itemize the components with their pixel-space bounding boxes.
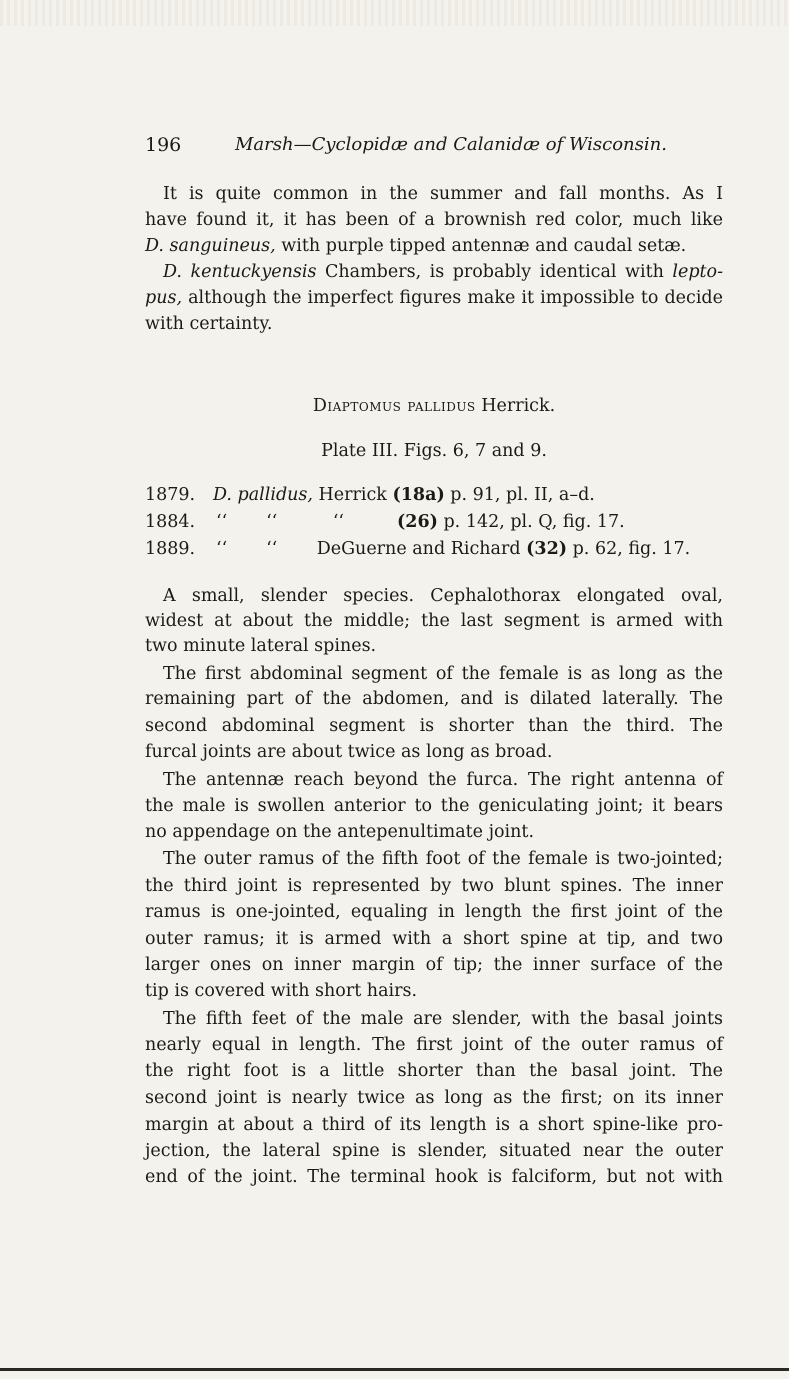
reference-number: (26) (397, 512, 438, 532)
text-line: end of the joint. The terminal hook is falciform, but not with (145, 1167, 723, 1187)
text-line: with certainty. (145, 314, 273, 334)
synonymy-year: 1884. (145, 512, 196, 532)
ditto-marks: ‘‘ ‘‘ ‘‘ (216, 512, 344, 532)
text-span: Chambers, is probably identical with (316, 262, 673, 282)
text-line: the male is swollen anterior to the geniculating joint; it bears (145, 796, 723, 816)
text-line (163, 260, 723, 285)
text-line: have found it, it has been of a brownish red color, much like (145, 210, 723, 230)
ditto-marks: ‘‘ ‘‘ (216, 539, 278, 559)
text-line: second abdominal segment is shorter than the third. The (145, 716, 723, 736)
text-line: two minute lateral spines. (145, 636, 377, 656)
reference-number: (32) (526, 539, 568, 559)
scan-bottom-edge (0, 1368, 789, 1371)
text-line: nearly equal in length. The first joint of the outer ramus of (145, 1035, 723, 1055)
species-name: D. sanguineus, (145, 236, 276, 256)
scan-edge (0, 0, 789, 26)
species-heading (145, 396, 723, 416)
text-span: with purple tipped antennæ and caudal setæ. (275, 236, 687, 256)
synonymy-entry (213, 485, 595, 505)
text-line: the right foot is a little shorter than the basal joint. The (145, 1061, 723, 1081)
text-span: p. 62, fig. 17. (567, 539, 691, 559)
text-line: margin at about a third of its length is a short spine-like pro- (145, 1115, 723, 1135)
running-title: Marsh—Cyclopidæ and Calanidæ of Wisconsin. (235, 134, 667, 155)
text-line: The fifth feet of the male are slender, with the basal joints (163, 1009, 723, 1029)
synonymy-year: 1879. (145, 485, 196, 505)
species-name: D. pallidus, (213, 485, 313, 505)
plate-reference: Plate III. Figs. 6, 7 and 9. (321, 441, 547, 461)
synonymy-entry (397, 512, 625, 532)
text-span: Herrick (312, 485, 393, 505)
text-line: tip is covered with short hairs. (145, 981, 418, 1001)
text-line: The outer ramus of the fifth foot of the female is two-jointed; (163, 849, 723, 869)
text-line: jection, the lateral spine is slender, situated near the outer (145, 1141, 723, 1161)
text-line (145, 286, 723, 311)
text-line: The first abdominal segment of the female is as long as the (163, 664, 723, 684)
page-number: 196 (145, 134, 182, 156)
text-line: second joint is nearly twice as long as the first; on its inner (145, 1088, 723, 1108)
text-line: the third joint is represented by two blunt spines. The inner (145, 876, 723, 896)
species-name: pus, (145, 288, 183, 308)
text-line: ramus is one-jointed, equaling in length the first joint of the (145, 902, 723, 922)
text-line: The antennæ reach beyond the furca. The right antenna of (163, 770, 723, 790)
synonymy-year: 1889. (145, 539, 196, 559)
text-span: p. 91, pl. II, a–d. (444, 485, 595, 505)
species-name: lepto- (672, 262, 723, 282)
species-name: D. kentuckyensis (163, 262, 317, 282)
species-title: Diaptomus pallidus (312, 396, 476, 416)
text-line: outer ramus; it is armed with a short spine at tip, and two (145, 929, 723, 949)
text-line: no appendage on the antepenultimate joint. (145, 822, 535, 842)
text-span: DeGuerne and Richard (300, 539, 527, 559)
text-line: It is quite common in the summer and fall months. As I (163, 184, 723, 204)
text-line: furcal joints are about twice as long as broad. (145, 742, 553, 762)
text-line: remaining part of the abdomen, and is dilated laterally. The (145, 689, 723, 709)
text-line: larger ones on inner margin of tip; the inner surface of the (145, 955, 723, 975)
text-line: widest at about the middle; the last segment is armed with (145, 611, 723, 631)
text-span: p. 142, pl. Q, fig. 17. (437, 512, 625, 532)
text-line (145, 234, 723, 259)
reference-number: (18a) (392, 485, 445, 505)
text-line: A small, slender species. Cephalothorax elongated oval, (163, 586, 723, 606)
text-span: although the imperfect figures make it impossible to decide (182, 288, 723, 308)
synonymy-entry (300, 539, 690, 559)
species-author: Herrick. (475, 396, 556, 416)
